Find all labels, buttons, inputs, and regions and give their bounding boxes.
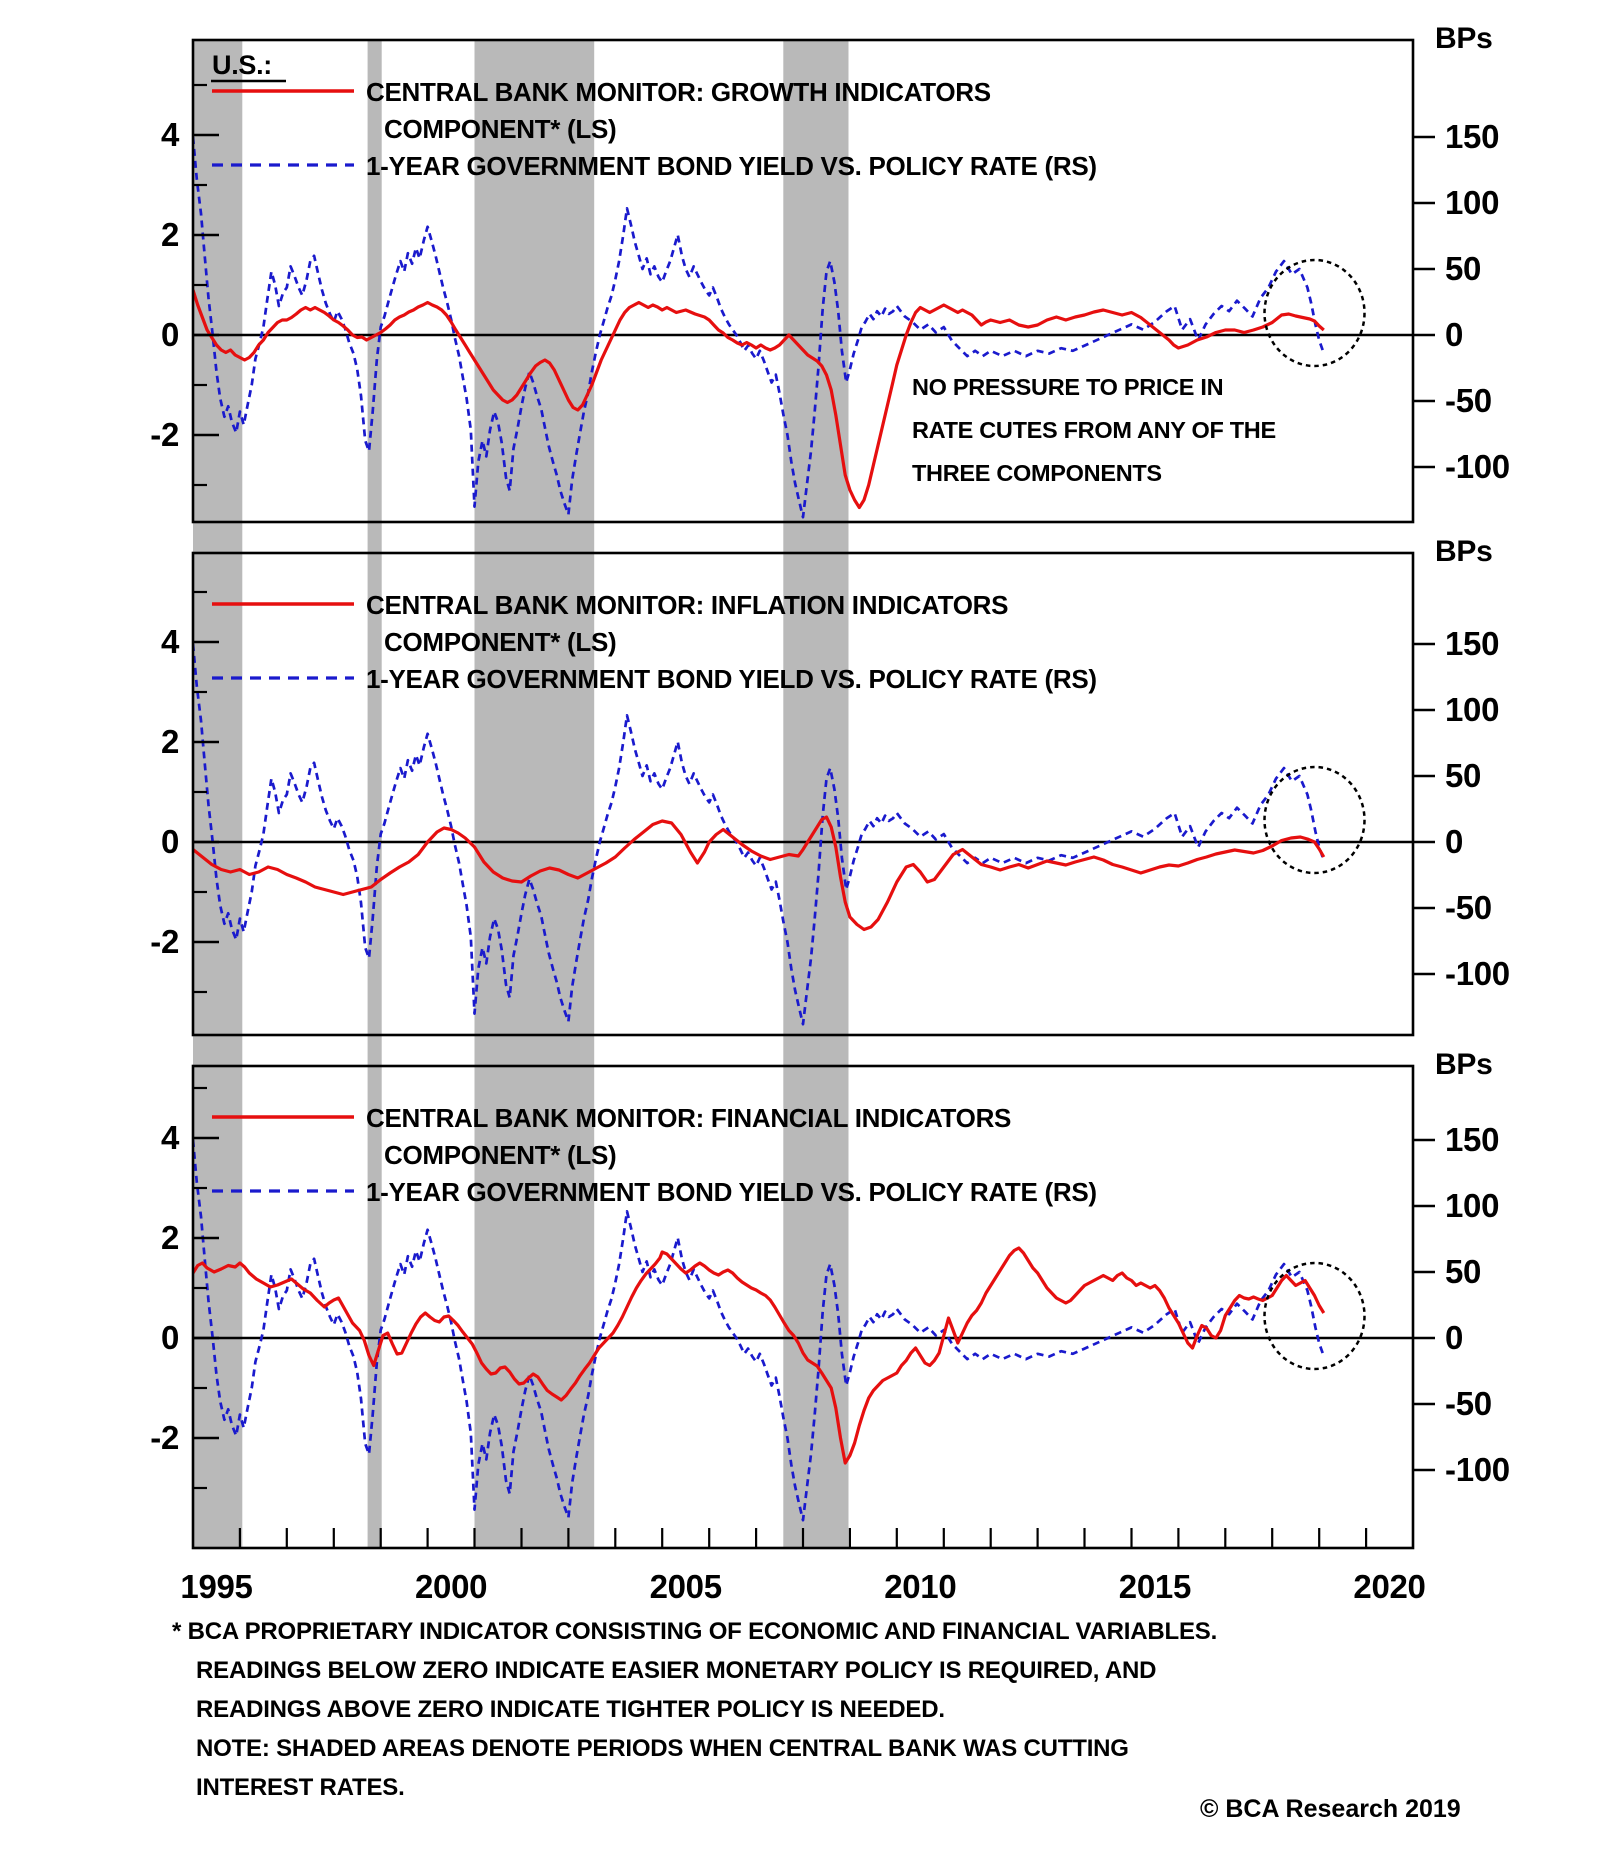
copyright-notice: © BCA Research 2019 — [1200, 1795, 1461, 1823]
annotation-line: RATE CUTES FROM ANY OF THE — [912, 417, 1276, 443]
right-axis-label: -50 — [1445, 1385, 1492, 1422]
footnote-line: * BCA PROPRIETARY INDICATOR CONSISTING OF ECONOMIC AND FINANCIAL VARIABLES. — [172, 1618, 1218, 1645]
legend-red-label-line1: CENTRAL BANK MONITOR: FINANCIAL INDICATORS — [366, 1103, 1012, 1133]
right-axis-label: 50 — [1445, 1253, 1482, 1290]
footnote-line: NOTE: SHADED AREAS DENOTE PERIODS WHEN CENTRAL BANK WAS CUTTING — [196, 1735, 1129, 1762]
left-axis-label: -2 — [150, 923, 179, 960]
country-label: U.S.: — [212, 50, 273, 80]
footnote-line: READINGS BELOW ZERO INDICATE EASIER MONETARY POLICY IS REQUIRED, AND — [196, 1657, 1157, 1684]
right-axis-label: 0 — [1445, 316, 1464, 353]
footnote-line: READINGS ABOVE ZERO INDICATE TIGHTER POLICY IS NEEDED. — [196, 1696, 945, 1723]
right-axis-label: -50 — [1445, 889, 1492, 926]
rate-cut-band — [193, 40, 242, 1548]
left-axis-label: 2 — [160, 1219, 179, 1256]
right-axis-label: 150 — [1445, 118, 1500, 155]
left-axis-label: 4 — [160, 623, 179, 660]
legend — [211, 50, 1097, 181]
right-axis-label: 100 — [1445, 1187, 1500, 1224]
x-axis-year-label: 2015 — [1118, 1568, 1192, 1605]
right-axis-label: 0 — [1445, 823, 1464, 860]
right-axis-label: 50 — [1445, 757, 1482, 794]
footnote-line: INTEREST RATES. — [196, 1774, 405, 1801]
right-axis-label: -100 — [1445, 1451, 1510, 1488]
x-axis-year-label: 2020 — [1353, 1568, 1426, 1605]
left-axis-label: 4 — [160, 1119, 179, 1156]
blue-series-bond-yield-vs-policy-rate — [193, 644, 1323, 1024]
right-axis-title-bps: BPs — [1435, 1048, 1493, 1081]
left-axis-label: 0 — [160, 316, 179, 353]
legend-red-label-line2: COMPONENT* (LS) — [384, 627, 617, 657]
chart-footnote — [172, 1612, 1432, 1807]
right-axis-label: -100 — [1445, 955, 1510, 992]
x-axis-year-label: 1995 — [180, 1568, 253, 1605]
left-axis-label: 0 — [160, 823, 179, 860]
rate-cut-band — [475, 40, 595, 1548]
right-axis-label: -50 — [1445, 382, 1492, 419]
left-axis-label: -2 — [150, 416, 179, 453]
right-axis — [1413, 22, 1510, 485]
rate-cut-band — [368, 40, 382, 1548]
legend-blue-label: 1-YEAR GOVERNMENT BOND YIELD VS. POLICY RATE (RS) — [366, 664, 1097, 694]
legend — [212, 590, 1097, 694]
legend-blue-label: 1-YEAR GOVERNMENT BOND YIELD VS. POLICY RATE (RS) — [366, 1177, 1097, 1207]
right-axis-label: 0 — [1445, 1319, 1464, 1356]
right-axis-label: 100 — [1445, 184, 1500, 221]
legend — [212, 1103, 1097, 1207]
right-axis-title-bps: BPs — [1435, 22, 1493, 55]
legend-red-label-line1: CENTRAL BANK MONITOR: INFLATION INDICATORS — [366, 590, 1009, 620]
annotation-line: THREE COMPONENTS — [912, 460, 1162, 486]
left-axis-label: 2 — [160, 216, 179, 253]
left-axis-label: 4 — [160, 116, 179, 153]
legend-blue-label: 1-YEAR GOVERNMENT BOND YIELD VS. POLICY RATE (RS) — [366, 151, 1097, 181]
x-axis-year-label: 2005 — [649, 1568, 722, 1605]
right-axis-label: 50 — [1445, 250, 1482, 287]
x-axis-year-label: 2000 — [414, 1568, 488, 1605]
legend-red-label-line2: COMPONENT* (LS) — [384, 1140, 617, 1170]
right-axis-label: 100 — [1445, 691, 1500, 728]
x-axis-year-label: 2010 — [884, 1568, 957, 1605]
left-axis-label: 2 — [160, 723, 179, 760]
right-axis — [1413, 535, 1510, 992]
right-axis-title-bps: BPs — [1435, 535, 1493, 568]
annotation-line: NO PRESSURE TO PRICE IN — [912, 374, 1224, 400]
left-axis-label: -2 — [150, 1419, 179, 1456]
right-axis-label: 150 — [1445, 1121, 1500, 1158]
annotation-text — [912, 374, 1276, 486]
x-axis — [180, 1528, 1425, 1605]
legend-red-label-line2: COMPONENT* (LS) — [384, 114, 617, 144]
left-axis-label: 0 — [160, 1319, 179, 1356]
right-axis-label: 150 — [1445, 625, 1500, 662]
right-axis-label: -100 — [1445, 448, 1510, 485]
right-axis — [1413, 1048, 1510, 1488]
legend-red-label-line1: CENTRAL BANK MONITOR: GROWTH INDICATORS — [366, 77, 991, 107]
